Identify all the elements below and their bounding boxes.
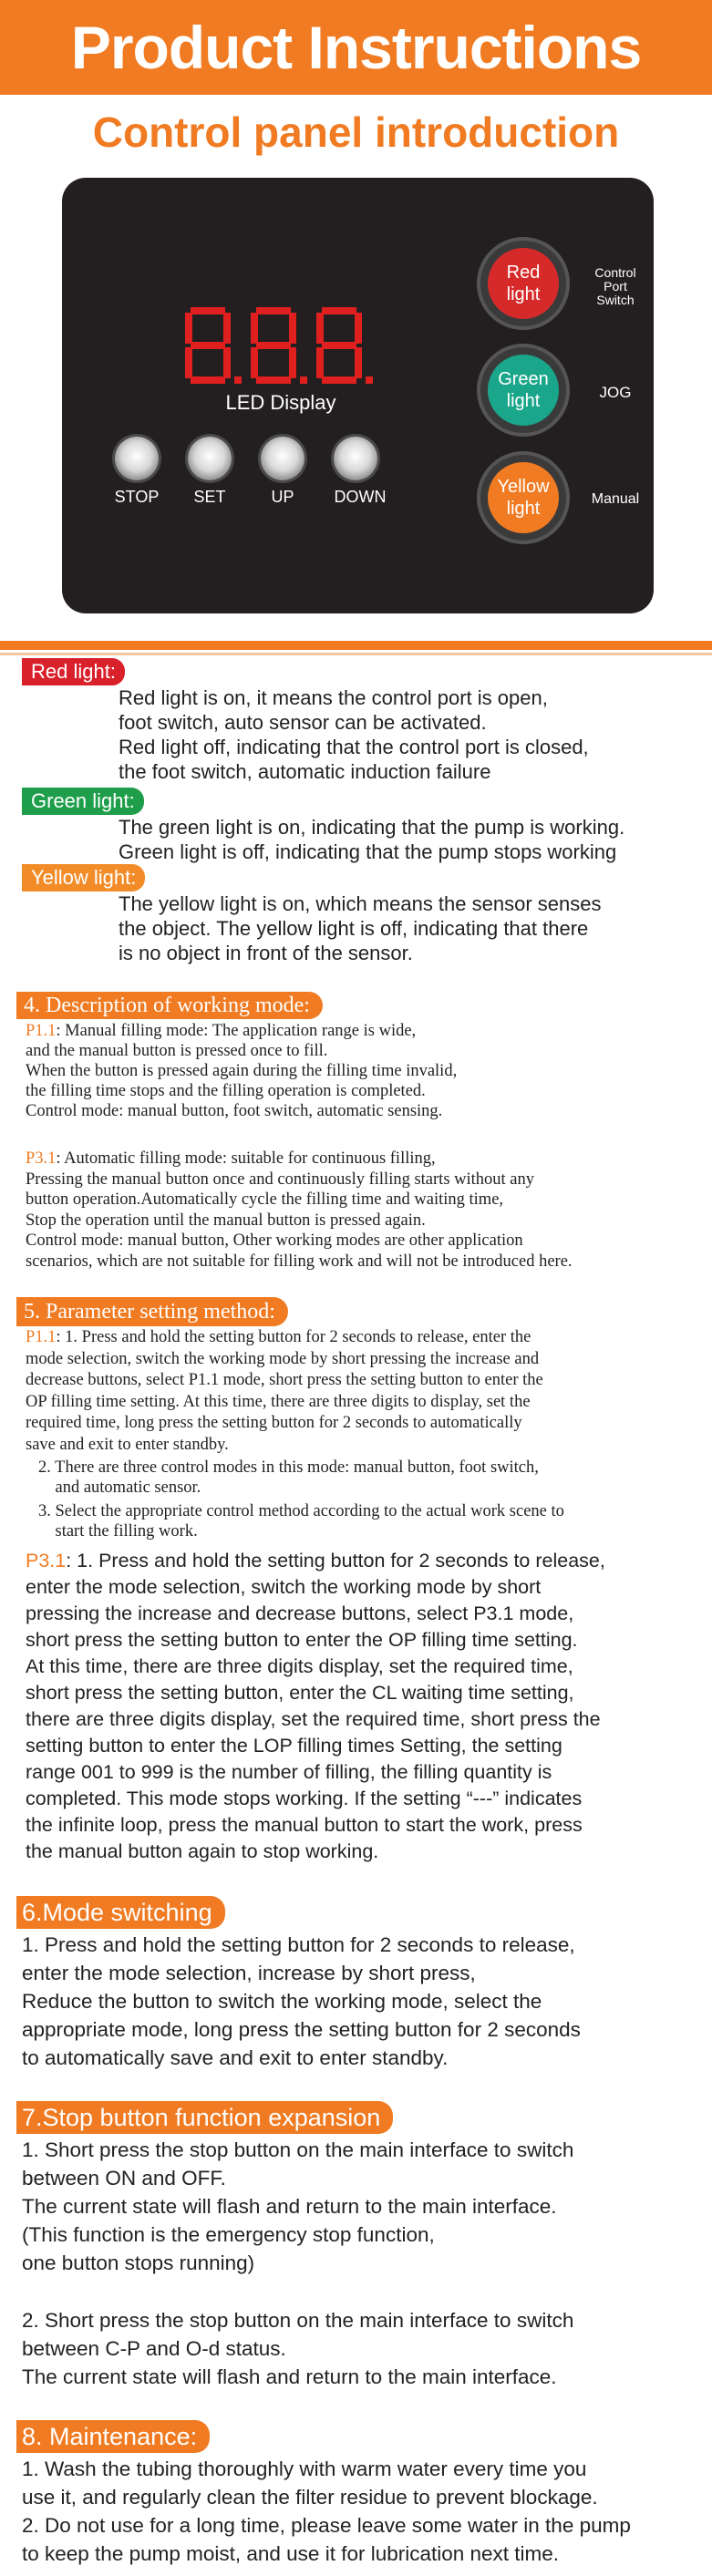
p31-text: : Automatic filling mode: suitable for continuous filling, Pressing the manual button once and continuously filling starts without any button operation.Automatically cycle the filling time and waiting time, Stop the operation until the manual button is pressed again. Control mode: manual button, Other working modes are other application scenarios, which are not suitable for filling work and will not be introduced here. xyxy=(26,1149,573,1271)
led-digit xyxy=(316,307,373,384)
down-button-label: DOWN xyxy=(334,488,387,506)
stop-button xyxy=(115,437,159,480)
stop-button-label: STOP xyxy=(114,488,160,506)
red-light-label: Red light xyxy=(488,248,559,319)
section-8-text: 1. Wash the tubing thoroughly with warm water every time you use it, and regularly clean the filter residue to prevent blockage. 2. Do not use for a long time, please leave some water in the pump to keep the pump moist, and use it for lubrication next time. xyxy=(22,2458,631,2565)
yellow-light-lamp xyxy=(477,451,570,544)
svg-text:8.8.8.: 8.8.8. xyxy=(185,305,188,306)
led-digit xyxy=(251,307,307,384)
section-5-item-2: 2. There are three control modes in this mode: manual button, foot switch, and automatic sensor. xyxy=(38,1458,539,1497)
p31-label: P3.1 xyxy=(26,1550,67,1571)
section-5-p11 xyxy=(26,1327,705,1456)
section-6-title: 6.Mode switching xyxy=(16,1896,225,1929)
led-digit xyxy=(185,307,242,384)
control-panel-illustration xyxy=(62,178,654,613)
green-light-description: The green light is on, indicating that the pump is working. Green light is off, indicating that the pump stops working xyxy=(119,816,625,863)
section-4-title: 4. Description of working mode: xyxy=(16,992,323,1019)
led-display-digits xyxy=(185,305,377,387)
divider xyxy=(0,641,712,650)
green-light-tag: Green light: xyxy=(22,788,144,815)
p31-text: : 1. Press and hold the setting button for 2 seconds to release, enter the mode selection, switch the working mode by short pressing the increase and decrease buttons, select P3.1 mode, short press the setting button to enter the OP filling time setting. At this time, there are three digits display, set the required time, short press the setting button, enter the CL waiting time setting, there are three digits display, set the required time, short press the setting button to enter the LOP filling times Setting, the setting range 001 to 999 is the number of filling, the filling quantity is completed. This mode stops working. If the setting “---” indicates the infinite loop, press the manual button to start the work, press the manual button again to stop working. xyxy=(26,1550,605,1862)
red-light-tag: Red light: xyxy=(22,658,125,685)
led-display-label: LED Display xyxy=(225,391,336,414)
section-subtitle: Control panel introduction xyxy=(92,108,620,156)
yellow-light-tag: Yellow light: xyxy=(22,864,145,891)
p11-label: P1.1 xyxy=(26,1022,57,1040)
section-7-text-1: 1. Short press the stop button on the main interface to switch between ON and OFF. The current state will flash and return to the main interface. (This function is the emergency stop function, one button stops running) xyxy=(22,2138,574,2274)
page-title-banner xyxy=(0,0,712,95)
up-button-label: UP xyxy=(271,488,294,506)
p11-text: : 1. Press and hold the setting button for 2 seconds to release, enter the mode selection, switch the working mode by short pressing the increase and decrease buttons, select P1.1 mode, short press the setting button to enter the OP filling time setting. At this time, there are three digits to display, set the required time, long press the setting button for 2 seconds to automatically save and exit to enter standby. xyxy=(26,1328,543,1454)
green-light-label: Green light xyxy=(488,355,559,426)
jog-label: JOG xyxy=(599,384,632,401)
section-5-p31 xyxy=(26,1548,709,1865)
manual-label: Manual xyxy=(591,491,640,507)
p31-label: P3.1 xyxy=(26,1149,57,1168)
set-button xyxy=(188,437,232,480)
section-7-title: 7.Stop button function expansion xyxy=(16,2101,393,2134)
set-button-label: SET xyxy=(193,488,226,506)
p11-text: : Manual filling mode: The application range is wide, and the manual button is pressed once to fill. When the button is pressed again during the filling time invalid, the filling time stops and the filling operation is completed. Control mode: manual button, foot switch, automatic sensing. xyxy=(26,1022,458,1120)
yellow-light-label: Yellow light xyxy=(488,462,559,533)
section-5-title: 5. Parameter setting method: xyxy=(16,1297,288,1326)
red-light-description: Red light is on, it means the control port is open, foot switch, auto sensor can be activated. Red light off, indicating that the control port is closed, the foot switch, automatic induction failure xyxy=(119,686,589,783)
green-light-lamp xyxy=(477,344,570,437)
section-6-text: 1. Press and hold the setting button for 2 seconds to release, enter the mode selection, increase by short press, Reduce the button to switch the working mode, select the appropriate mode, long press the setting button for 2 seconds to automatically save and exit to enter standby. xyxy=(22,1933,581,2069)
down-button xyxy=(334,437,377,480)
control-port-switch-label: Control Port Switch xyxy=(594,265,636,307)
p11-label: P1.1 xyxy=(26,1328,57,1346)
section-8-title: 8. Maintenance: xyxy=(16,2420,210,2453)
page-title: Product Instructions xyxy=(70,14,642,81)
yellow-light-description: The yellow light is on, which means the sensor senses the object. The yellow light is off, indicating that there is no object in front of the sensor. xyxy=(119,892,602,964)
red-light-lamp xyxy=(477,237,570,330)
section-5-item-3: 3. Select the appropriate control method according to the actual work scene to start the filling work. xyxy=(38,1502,564,1540)
up-button xyxy=(261,437,304,480)
section-4-p11 xyxy=(26,1021,700,1121)
divider-thin xyxy=(0,653,712,655)
section-4-p31 xyxy=(26,1149,709,1272)
section-7-text-2: 2. Short press the stop button on the main interface to switch between C-P and O-d status. The current state will flash and return to the main interface. xyxy=(22,2309,574,2388)
